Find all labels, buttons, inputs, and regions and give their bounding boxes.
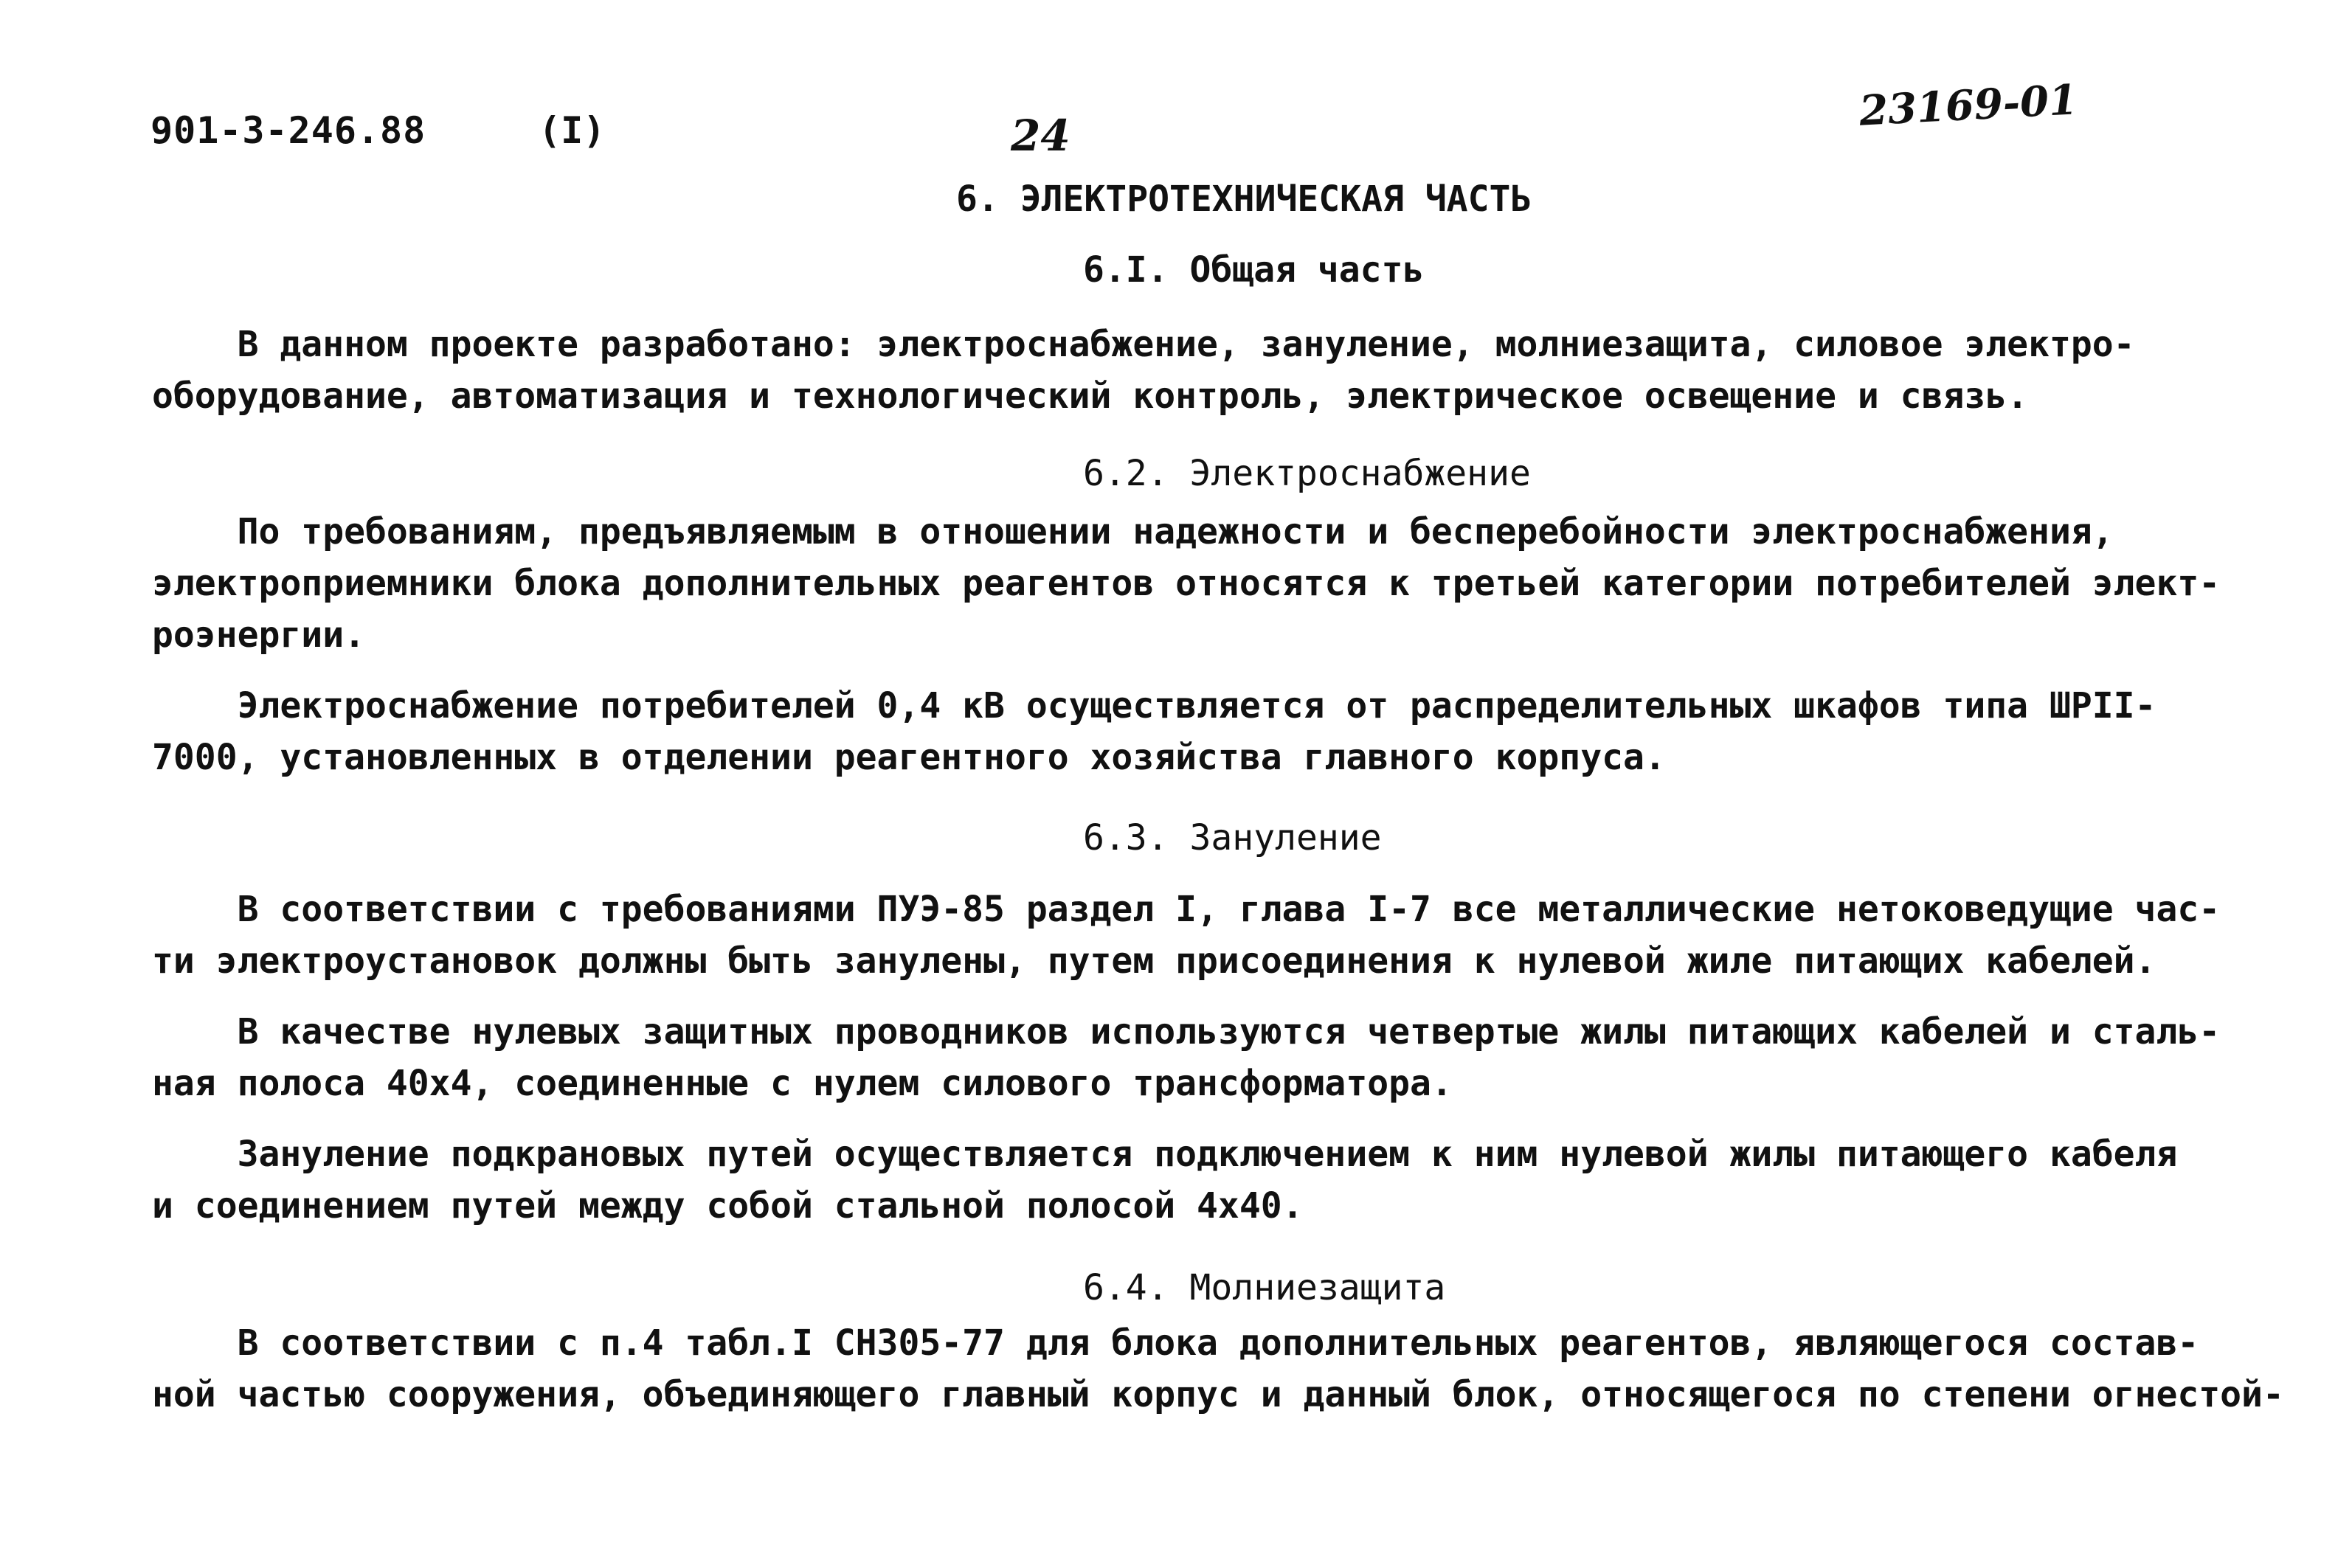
paragraph-6-3-3 <box>152 1128 2210 1232</box>
text-line: оборудование, автоматизация и технологический контроль, электрическое освещение и связь. <box>152 375 2029 417</box>
text-line: ти электроустановок должны быть занулены, путем присоединения к нулевой жиле питающих кабелей. <box>152 940 2156 982</box>
subsection-title-6-3: 6.3. Зануление <box>1083 817 1382 858</box>
paragraph-6-3-2 <box>152 1006 2221 1109</box>
paragraph-6-4-1 <box>152 1317 2284 1420</box>
subsection-title-6-2: 6.2. Электроснабжение <box>1083 453 1531 494</box>
text-line: Зануление подкрановых путей осуществляется подключением к ним нулевой жилы питающего кабеля <box>152 1134 2178 1175</box>
section-title: 6. ЭЛЕКТРОТЕХНИЧЕСКАЯ ЧАСТЬ <box>956 178 1532 220</box>
paragraph-6-2-1 <box>152 506 2221 661</box>
subsection-title-6-4: 6.4. Молниезащита <box>1083 1267 1446 1308</box>
text-line: и соединением путей между собой стальной полосой 4х40. <box>152 1185 1304 1227</box>
page-number: 24 <box>1011 111 1070 161</box>
text-line: В качестве нулевых защитных проводников используются четвертые жилы питающих кабелей и сталь- <box>152 1011 2221 1052</box>
text-line: В данном проекте разработано: электроснабжение, зануление, молниезащита, силовое электро- <box>152 324 2135 365</box>
subsection-title-6-1: 6.I. Общая часть <box>1083 249 1425 291</box>
text-line: По требованиям, предъявляемым в отношении надежности и бесперебойности электроснабжения, <box>152 511 2114 552</box>
archive-number: 23169-01 <box>1858 75 2079 136</box>
paragraph-6-3-1 <box>152 884 2221 987</box>
paragraph-6-1-1 <box>152 319 2210 422</box>
paragraph-6-2-2 <box>152 680 2210 783</box>
text-line: Электроснабжение потребителей 0,4 кВ осуществляется от распределительных шкафов типа ШРII- <box>152 685 2156 726</box>
text-line: ная полоса 40х4, соединенные с нулем силового трансформатора. <box>152 1063 1453 1104</box>
document-code: 901-3-246.88 <box>151 109 426 152</box>
text-line: электроприемники блока дополнительных реагентов относятся к третьей категории потребителей элект- <box>152 563 2221 604</box>
document-part: (I) <box>539 109 606 152</box>
text-line: В соответствии с п.4 табл.I СН305-77 для блока дополнительных реагентов, являющегося состав- <box>152 1322 2199 1364</box>
text-line: ной частью сооружения, объединяющего главный корпус и данный блок, относящегося по степени огнестой- <box>152 1374 2284 1415</box>
text-line: роэнергии. <box>152 614 365 656</box>
text-line: 7000, установленных в отделении реагентного хозяйства главного корпуса. <box>152 737 1666 778</box>
text-line: В соответствии с требованиями ПУЭ-85 раздел I, глава I-7 все металлические нетоковедущие час- <box>152 889 2221 930</box>
